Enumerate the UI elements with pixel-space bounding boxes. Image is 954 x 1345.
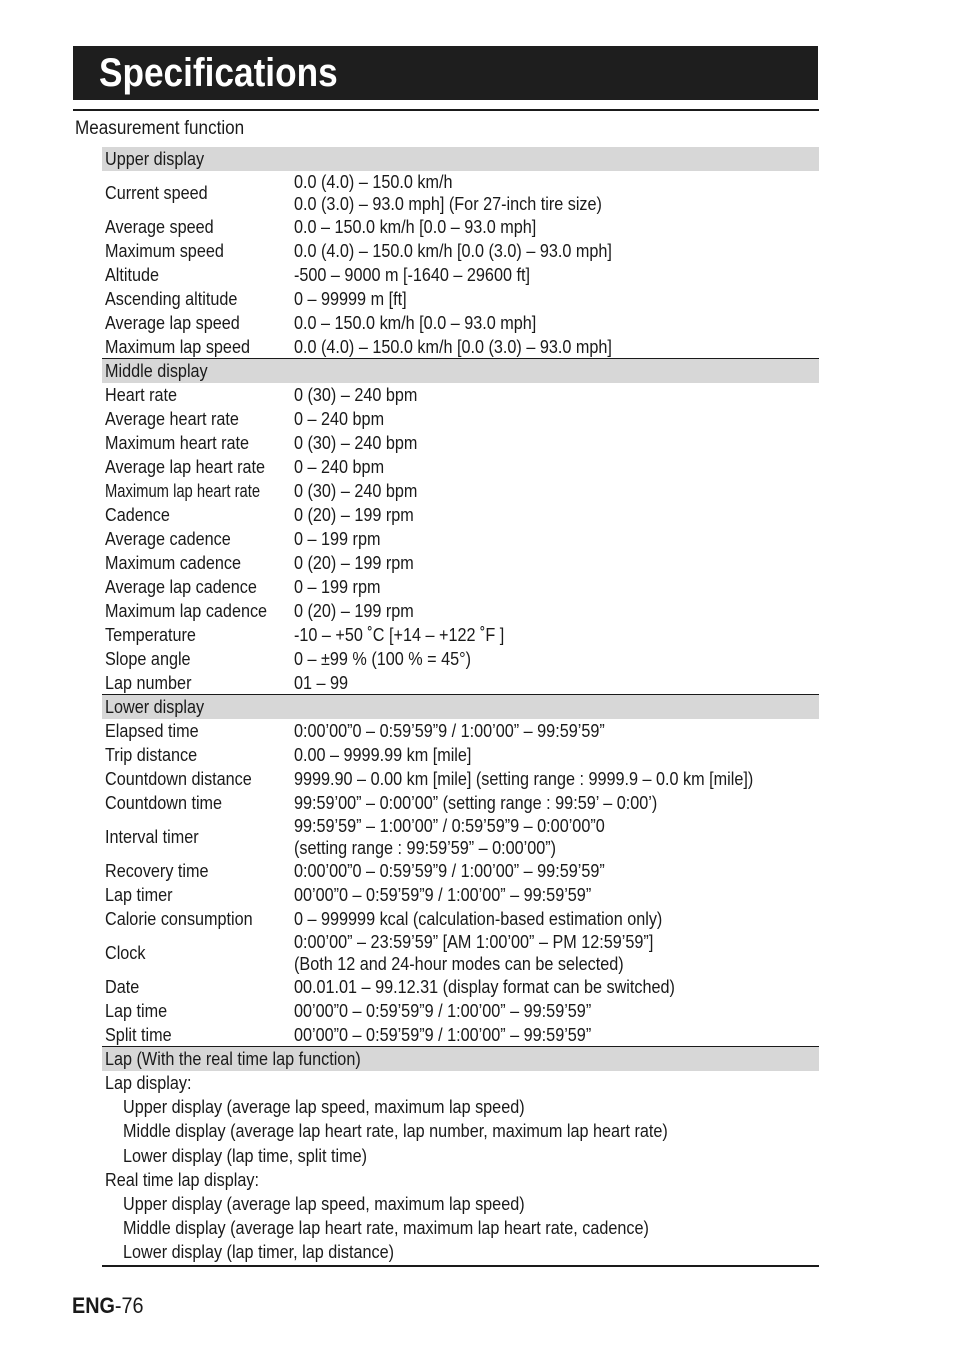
spec-label: Heart rate bbox=[105, 385, 178, 405]
spec-label: Cadence bbox=[105, 505, 170, 525]
spec-row bbox=[102, 575, 819, 599]
spec-table bbox=[102, 147, 819, 1267]
spec-label: Countdown distance bbox=[105, 769, 252, 789]
spec-row bbox=[102, 647, 819, 671]
list-item bbox=[102, 1168, 819, 1192]
page-title: Specifications bbox=[99, 51, 338, 95]
spec-row bbox=[102, 287, 819, 311]
lap-display-item: Lower display (lap time, split time) bbox=[123, 1145, 367, 1166]
real-time-lap-display-item: Lower display (lap timer, lap distance) bbox=[123, 1242, 395, 1263]
list-item bbox=[102, 1119, 819, 1143]
page-number bbox=[72, 1292, 144, 1320]
spec-value: 0 (30) – 240 bpm bbox=[294, 433, 418, 453]
spec-value-line: 0:00’00” – 23:59’59” [AM 1:00’00” – PM 12:59’59”] bbox=[294, 932, 654, 952]
spec-row bbox=[102, 975, 819, 999]
real-time-lap-display-item: Middle display (average lap heart rate, maximum lap heart rate, cadence) bbox=[123, 1218, 649, 1239]
real-time-lap-display-title: Real time lap display: bbox=[105, 1169, 259, 1190]
spec-label: Maximum lap speed bbox=[105, 337, 250, 357]
spec-value: 0.0 – 150.0 km/h [0.0 – 93.0 mph] bbox=[294, 313, 537, 333]
spec-row bbox=[102, 883, 819, 907]
spec-value: 0.0 (4.0) – 150.0 km/h [0.0 (3.0) – 93.0 mph] bbox=[294, 337, 612, 357]
spec-label: Maximum lap cadence bbox=[105, 601, 268, 621]
lap-display-item: Upper display (average lap speed, maximum lap speed) bbox=[123, 1097, 525, 1118]
spec-value: 00’00”0 – 0:59’59”9 / 1:00’00” – 99:59’59” bbox=[294, 885, 592, 905]
title-rule bbox=[73, 109, 819, 111]
spec-row bbox=[102, 999, 819, 1023]
page-number-value: -76 bbox=[114, 1293, 144, 1318]
language-code: ENG bbox=[72, 1293, 115, 1318]
spec-row bbox=[102, 931, 819, 975]
list-item bbox=[102, 1095, 819, 1119]
spec-value: -10 – +50 ˚C [+14 – +122 ˚F ] bbox=[294, 625, 505, 645]
list-item bbox=[102, 1071, 819, 1095]
spec-row bbox=[102, 671, 819, 695]
spec-value: 0 – ±99 % (100 % = 45°) bbox=[294, 649, 472, 669]
spec-label: Average speed bbox=[105, 217, 214, 237]
spec-value: 00.01.01 – 99.12.31 (display format can be switched) bbox=[294, 977, 675, 997]
spec-value: 00’00”0 – 0:59’59”9 / 1:00’00” – 99:59’59” bbox=[294, 1001, 592, 1021]
section-heading: Measurement function bbox=[75, 118, 245, 139]
spec-label: Ascending altitude bbox=[105, 289, 238, 309]
spec-value-line: (Both 12 and 24-hour modes can be selected) bbox=[294, 954, 624, 974]
spec-row bbox=[102, 551, 819, 575]
spec-label: Interval timer bbox=[105, 827, 199, 847]
spec-row bbox=[102, 815, 819, 859]
spec-value: 0 – 999999 kcal (calculation-based estimation only) bbox=[294, 909, 663, 929]
spec-label: Altitude bbox=[105, 265, 160, 285]
spec-value: 0 – 199 rpm bbox=[294, 577, 381, 597]
spec-value: 0.00 – 9999.99 km [mile] bbox=[294, 745, 472, 765]
spec-value: 9999.90 – 0.00 km [mile] (setting range : 9999.9 – 0.0 km [mile]) bbox=[294, 769, 754, 789]
spec-label: Countdown time bbox=[105, 793, 223, 813]
spec-label: Current speed bbox=[105, 183, 208, 203]
spec-value: 0 (30) – 240 bpm bbox=[294, 385, 418, 405]
spec-label: Calorie consumption bbox=[105, 909, 253, 929]
category-upper-display: Upper display bbox=[102, 147, 819, 171]
spec-row bbox=[102, 239, 819, 263]
lap-display-item: Middle display (average lap heart rate, lap number, maximum lap heart rate) bbox=[123, 1121, 668, 1142]
list-item bbox=[102, 1144, 819, 1168]
lap-display-title: Lap display: bbox=[105, 1073, 192, 1093]
spec-row bbox=[102, 1023, 819, 1047]
spec-row bbox=[102, 263, 819, 287]
list-item bbox=[102, 1240, 819, 1264]
spec-label: Average lap heart rate bbox=[105, 457, 266, 477]
spec-row bbox=[102, 455, 819, 479]
list-item bbox=[102, 1192, 819, 1216]
spec-row bbox=[102, 859, 819, 883]
spec-label: Temperature bbox=[105, 625, 196, 645]
spec-value: 0.0 – 150.0 km/h [0.0 – 93.0 mph] bbox=[294, 217, 537, 237]
spec-value: 0 – 199 rpm bbox=[294, 529, 381, 549]
spec-value bbox=[294, 171, 602, 215]
spec-row bbox=[102, 479, 819, 503]
spec-row bbox=[102, 311, 819, 335]
spec-label: Split time bbox=[105, 1025, 172, 1045]
spec-row bbox=[102, 335, 819, 359]
spec-row bbox=[102, 743, 819, 767]
spec-row bbox=[102, 215, 819, 239]
spec-value: 0 – 240 bpm bbox=[294, 457, 385, 477]
spec-row bbox=[102, 767, 819, 791]
spec-row bbox=[102, 431, 819, 455]
spec-label: Trip distance bbox=[105, 745, 198, 765]
spec-value: -500 – 9000 m [-1640 – 29600 ft] bbox=[294, 265, 530, 285]
spec-value: 0 – 240 bpm bbox=[294, 409, 385, 429]
spec-value bbox=[294, 931, 653, 975]
spec-value: 00’00”0 – 0:59’59”9 / 1:00’00” – 99:59’59” bbox=[294, 1025, 592, 1045]
category-lower-display: Lower display bbox=[102, 695, 819, 719]
spec-label: Maximum heart rate bbox=[105, 433, 250, 453]
spec-label: Clock bbox=[105, 943, 146, 963]
spec-label: Maximum cadence bbox=[105, 553, 241, 573]
table-end-rule bbox=[102, 1265, 819, 1267]
spec-value: 0 – 99999 m [ft] bbox=[294, 289, 407, 309]
spec-value bbox=[294, 815, 605, 859]
spec-label: Lap number bbox=[105, 673, 192, 693]
spec-value-line: (setting range : 99:59’59” – 0:00’00”) bbox=[294, 838, 557, 858]
spec-label: Date bbox=[105, 977, 140, 997]
list-item bbox=[102, 1216, 819, 1240]
category-middle-display: Middle display bbox=[102, 359, 819, 383]
spec-label: Elapsed time bbox=[105, 721, 199, 741]
spec-label: Recovery time bbox=[105, 861, 209, 881]
spec-row bbox=[102, 599, 819, 623]
spec-value-line: 99:59’59” – 1:00’00” / 0:59’59”9 – 0:00’00”0 bbox=[294, 816, 605, 836]
spec-label: Average heart rate bbox=[105, 409, 239, 429]
spec-row bbox=[102, 503, 819, 527]
spec-value: 0 (30) – 240 bpm bbox=[294, 481, 418, 501]
spec-value-line: 0.0 (3.0) – 93.0 mph] (For 27-inch tire size) bbox=[294, 194, 602, 214]
spec-value: 0 (20) – 199 rpm bbox=[294, 553, 414, 573]
spec-row bbox=[102, 719, 819, 743]
spec-label: Average lap cadence bbox=[105, 577, 257, 597]
spec-value: 99:59’00” – 0:00’00” (setting range : 99:59’ – 0:00’) bbox=[294, 793, 658, 813]
spec-label: Slope angle bbox=[105, 649, 191, 669]
spec-row bbox=[102, 407, 819, 431]
spec-label: Lap time bbox=[105, 1001, 168, 1021]
spec-row bbox=[102, 907, 819, 931]
category-lap: Lap (With the real time lap function) bbox=[102, 1047, 819, 1071]
spec-row bbox=[102, 527, 819, 551]
spec-row bbox=[102, 623, 819, 647]
real-time-lap-display-item: Upper display (average lap speed, maximum lap speed) bbox=[123, 1193, 525, 1214]
spec-value: 0:00’00”0 – 0:59’59”9 / 1:00’00” – 99:59’59” bbox=[294, 721, 605, 741]
spec-value: 0.0 (4.0) – 150.0 km/h [0.0 (3.0) – 93.0 mph] bbox=[294, 241, 612, 261]
spec-row bbox=[102, 791, 819, 815]
page-title-bar bbox=[73, 46, 818, 100]
spec-value: 0 (20) – 199 rpm bbox=[294, 505, 414, 525]
spec-label: Lap timer bbox=[105, 885, 173, 905]
spec-label: Average lap speed bbox=[105, 313, 240, 333]
spec-label: Maximum speed bbox=[105, 241, 224, 261]
spec-value-line: 0.0 (4.0) – 150.0 km/h bbox=[294, 172, 453, 192]
spec-value: 0 (20) – 199 rpm bbox=[294, 601, 414, 621]
spec-label: Average cadence bbox=[105, 529, 231, 549]
spec-value: 01 – 99 bbox=[294, 673, 349, 693]
spec-row bbox=[102, 383, 819, 407]
spec-value: 0:00’00”0 – 0:59’59”9 / 1:00’00” – 99:59’59” bbox=[294, 861, 605, 881]
spec-row bbox=[102, 171, 819, 215]
spec-label: Maximum lap heart rate bbox=[105, 481, 261, 501]
